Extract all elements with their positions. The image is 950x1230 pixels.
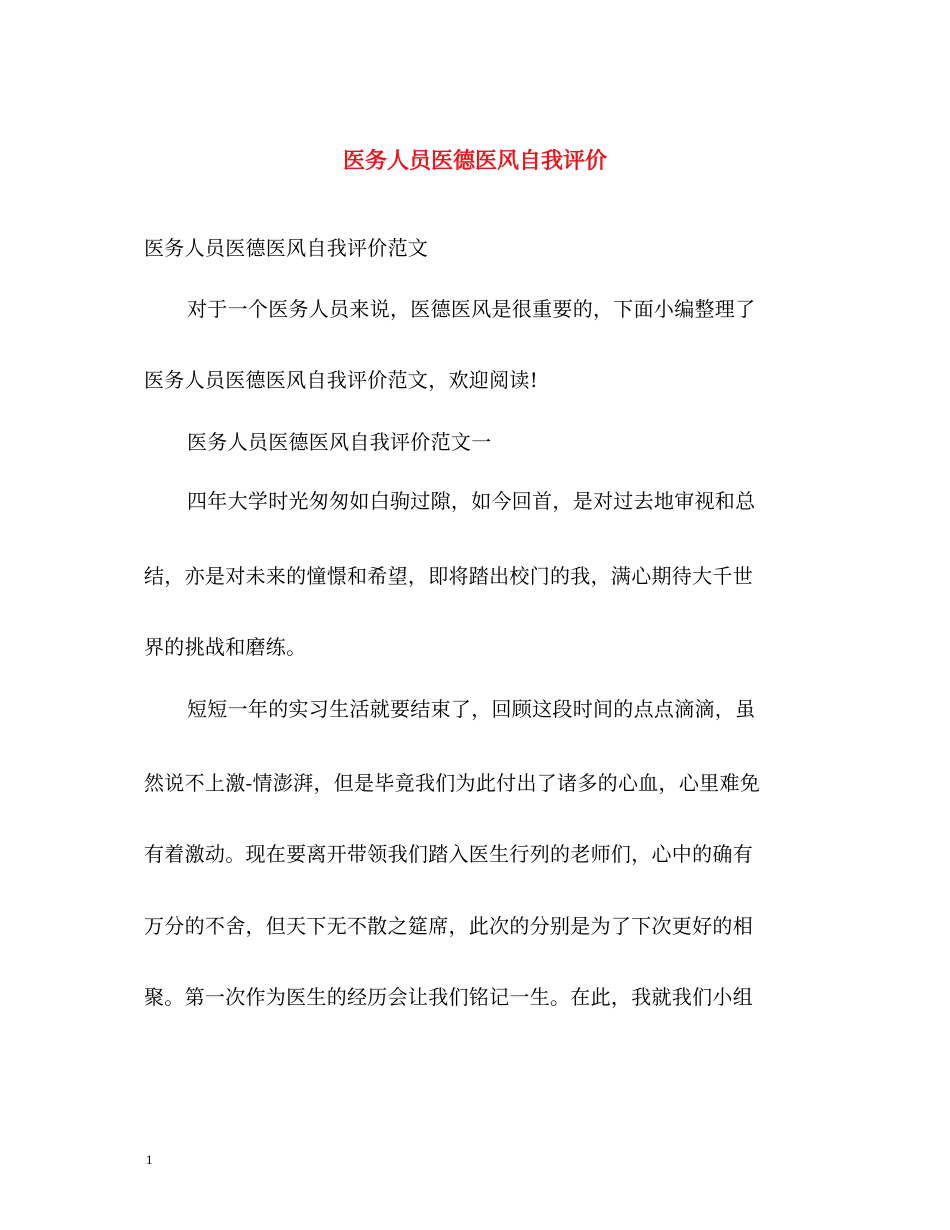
document-subtitle: 医务人员医德医风自我评价范文 bbox=[144, 236, 429, 260]
paragraph1-line-1: 四年大学时光匆匆如白驹过隙，如今回首，是对过去地审视和总 bbox=[187, 489, 756, 513]
paragraph2-line-5: 聚。第一次作为医生的经历会让我们铭记一生。在此，我就我们小组 bbox=[144, 985, 753, 1009]
paragraph1-line-2: 结，亦是对未来的憧憬和希望，即将踏出校门的我，满心期待大千世 bbox=[144, 564, 753, 588]
paragraph2-line-4: 万分的不舍，但天下无不散之筵席，此次的分别是为了下次更好的相 bbox=[144, 914, 753, 938]
paragraph2-line-1: 短短一年的实习生活就要结束了，回顾这段时间的点点滴滴，虽 bbox=[187, 697, 756, 721]
document-title: 医务人员医德医风自我评价 bbox=[342, 148, 607, 174]
intro-line-2: 医务人员医德医风自我评价范文，欢迎阅读! bbox=[144, 368, 539, 392]
paragraph2-line-3: 有着激动。现在要离开带领我们踏入医生行列的老师们，心中的确有 bbox=[144, 842, 753, 866]
paragraph2-line-2: 然说不上激-情澎湃，但是毕竟我们为此付出了诸多的心血，心里难免 bbox=[144, 771, 761, 795]
intro-line-1: 对于一个医务人员来说，医德医风是很重要的，下面小编整理了 bbox=[187, 297, 756, 321]
paragraph1-line-3: 界的挑战和磨练。 bbox=[144, 635, 307, 659]
section-heading: 医务人员医德医风自我评价范文一 bbox=[187, 430, 492, 454]
page-number: 1 bbox=[146, 1152, 153, 1167]
